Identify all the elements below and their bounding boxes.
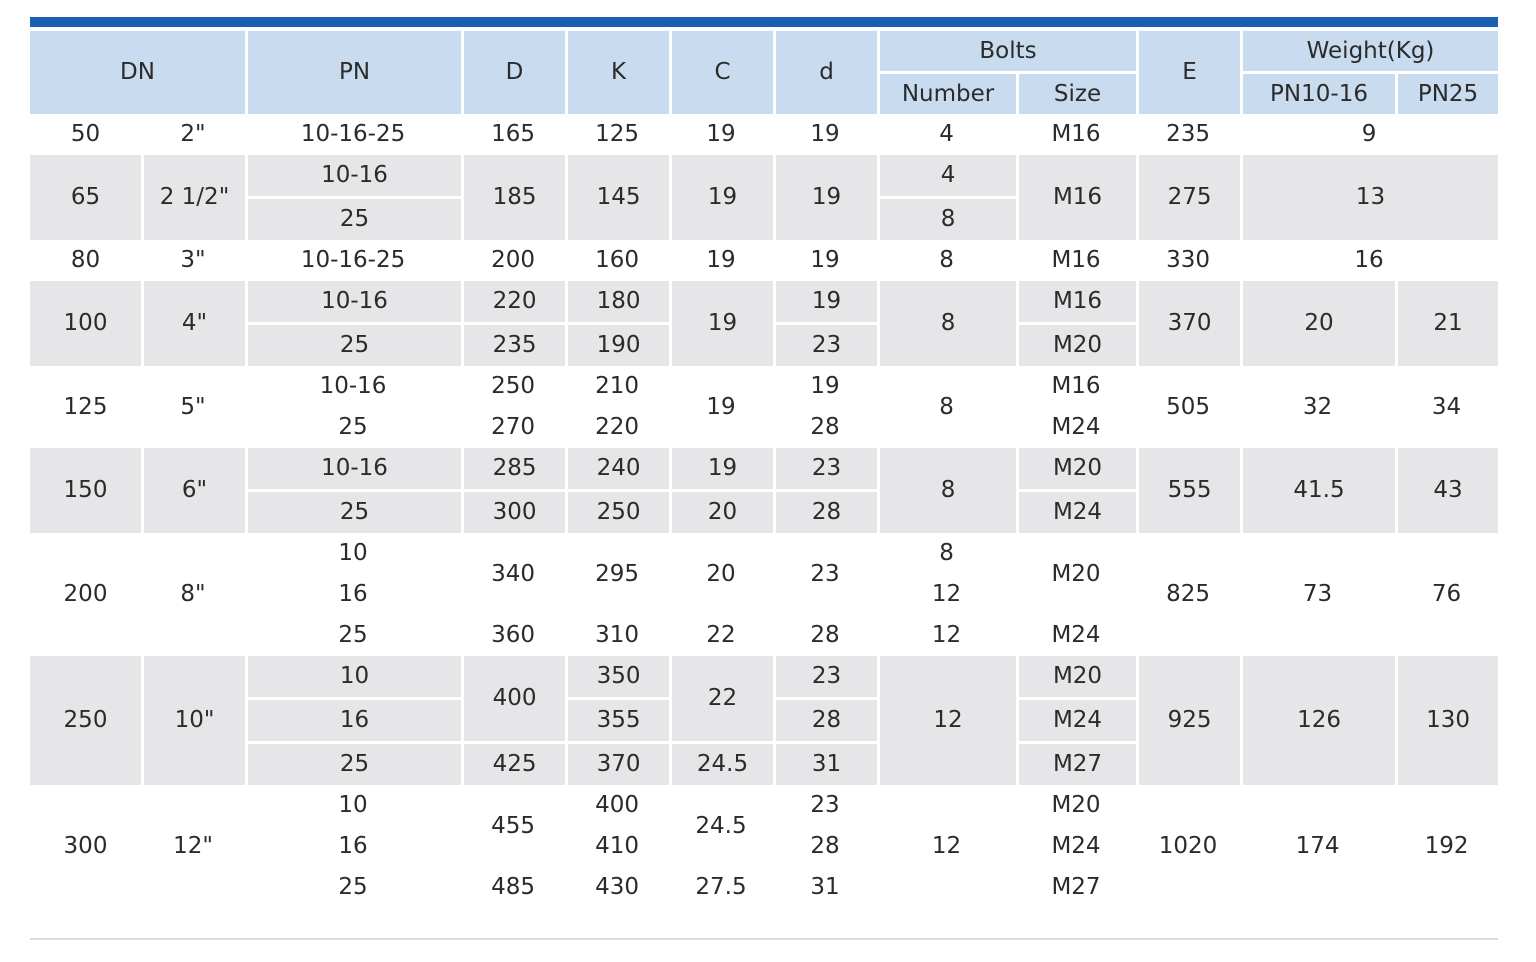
cell-pn: 10 [245, 656, 461, 700]
cell-pn: 10-16 [245, 366, 461, 407]
cell-pn: 10-16-25 [245, 114, 461, 155]
cell-weight-pn10-16: 41.5 [1240, 448, 1395, 533]
cell-weight-pn25: 43 [1395, 448, 1498, 533]
cell-c: 22 [669, 615, 773, 656]
cell-inch: 6" [141, 448, 245, 533]
cell-d-hole: 23 [773, 533, 877, 615]
cell-pn: 10-16 [245, 448, 461, 492]
table-row [30, 448, 1498, 492]
cell-dn: 50 [30, 114, 141, 155]
cell-e: 275 [1136, 155, 1240, 240]
cell-k: 410 [565, 826, 669, 867]
header-bolts-size: Size [1016, 74, 1136, 114]
cell-d-outer: 425 [461, 744, 565, 785]
cell-pn: 25 [245, 492, 461, 533]
cell-k: 240 [565, 448, 669, 492]
cell-dn: 100 [30, 281, 141, 366]
cell-bolts-number: 12 [877, 656, 1016, 785]
cell-bolts-number: 8 [877, 240, 1016, 281]
cell-weight-pn25: 21 [1395, 281, 1498, 366]
cell-d-hole: 28 [773, 700, 877, 744]
cell-bolts-size: M20 [1016, 448, 1136, 492]
table-row [30, 366, 1498, 407]
cell-bolts-size: M20 [1016, 325, 1136, 366]
table-row [30, 240, 1498, 281]
cell-pn: 25 [245, 407, 461, 448]
cell-dn: 250 [30, 656, 141, 785]
cell-c: 19 [669, 155, 773, 240]
cell-k: 190 [565, 325, 669, 366]
cell-dn: 125 [30, 366, 141, 448]
cell-bolts-number: 4 [877, 114, 1016, 155]
cell-k: 430 [565, 867, 669, 908]
table-row [30, 114, 1498, 155]
cell-c: 20 [669, 533, 773, 615]
cell-bolts-number: 8 [877, 199, 1016, 240]
cell-d-outer: 185 [461, 155, 565, 240]
header-dn: DN [30, 31, 245, 114]
cell-k: 295 [565, 533, 669, 615]
cell-inch: 4" [141, 281, 245, 366]
table-row [30, 281, 1498, 325]
cell-inch: 5" [141, 366, 245, 448]
cell-inch: 2 1/2" [141, 155, 245, 240]
bottom-divider [30, 938, 1498, 940]
cell-bolts-size: M20 [1016, 533, 1136, 615]
cell-pn: 25 [245, 199, 461, 240]
header-d-outer: D [461, 31, 565, 114]
cell-c: 27.5 [669, 867, 773, 908]
cell-d-outer: 270 [461, 407, 565, 448]
cell-d-outer: 200 [461, 240, 565, 281]
flange-dimension-table [30, 31, 1498, 908]
cell-bolts-size: M24 [1016, 407, 1136, 448]
cell-weight-pn10-16: 73 [1240, 533, 1395, 656]
cell-e: 1020 [1136, 785, 1240, 908]
cell-d-hole: 23 [773, 656, 877, 700]
cell-k: 250 [565, 492, 669, 533]
table-row [30, 785, 1498, 826]
cell-pn: 10-16 [245, 155, 461, 199]
cell-k: 355 [565, 700, 669, 744]
cell-pn: 16 [245, 700, 461, 744]
header-bolts: Bolts [877, 31, 1136, 74]
cell-d-outer: 220 [461, 281, 565, 325]
cell-inch: 3" [141, 240, 245, 281]
cell-d-hole: 28 [773, 407, 877, 448]
cell-d-outer: 455 [461, 785, 565, 867]
cell-d-hole: 28 [773, 615, 877, 656]
cell-inch: 2" [141, 114, 245, 155]
cell-d-outer: 285 [461, 448, 565, 492]
cell-d-outer: 165 [461, 114, 565, 155]
cell-bolts-number: 8 [877, 533, 1016, 574]
cell-e: 235 [1136, 114, 1240, 155]
table-row [30, 656, 1498, 700]
header-pn: PN [245, 31, 461, 114]
cell-inch: 12" [141, 785, 245, 908]
cell-pn: 10 [245, 533, 461, 574]
cell-bolts-size: M16 [1016, 366, 1136, 407]
cell-bolts-number: 8 [877, 366, 1016, 448]
cell-bolts-size: M27 [1016, 744, 1136, 785]
cell-bolts-size: M24 [1016, 826, 1136, 867]
header-weight-pn10-16: PN10-16 [1240, 74, 1395, 114]
cell-bolts-number: 12 [877, 615, 1016, 656]
cell-d-outer: 485 [461, 867, 565, 908]
cell-bolts-size: M20 [1016, 656, 1136, 700]
header-weight-pn25: PN25 [1395, 74, 1498, 114]
cell-c: 19 [669, 366, 773, 448]
cell-pn: 25 [245, 325, 461, 366]
cell-weight: 13 [1240, 155, 1498, 240]
cell-bolts-size: M20 [1016, 785, 1136, 826]
cell-inch: 8" [141, 533, 245, 656]
cell-weight-pn25: 130 [1395, 656, 1498, 785]
cell-bolts-size: M27 [1016, 867, 1136, 908]
cell-e: 330 [1136, 240, 1240, 281]
cell-c: 19 [669, 448, 773, 492]
cell-bolts-number: 8 [877, 281, 1016, 366]
table-body [30, 114, 1498, 908]
cell-weight-pn10-16: 174 [1240, 785, 1395, 908]
header-c: C [669, 31, 773, 114]
cell-pn: 10 [245, 785, 461, 826]
cell-c: 19 [669, 281, 773, 366]
cell-pn: 25 [245, 744, 461, 785]
cell-pn: 25 [245, 615, 461, 656]
cell-d-outer: 400 [461, 656, 565, 744]
cell-d-outer: 250 [461, 366, 565, 407]
cell-weight-pn25: 34 [1395, 366, 1498, 448]
cell-d-hole: 31 [773, 744, 877, 785]
cell-d-hole: 23 [773, 785, 877, 826]
cell-bolts-size: M16 [1016, 240, 1136, 281]
cell-k: 400 [565, 785, 669, 826]
cell-bolts-number: 12 [877, 785, 1016, 908]
cell-bolts-size: M16 [1016, 281, 1136, 325]
cell-d-hole: 19 [773, 155, 877, 240]
cell-d-outer: 300 [461, 492, 565, 533]
cell-e: 370 [1136, 281, 1240, 366]
header-e: E [1136, 31, 1240, 114]
cell-dn: 300 [30, 785, 141, 908]
cell-d-hole: 19 [773, 366, 877, 407]
cell-k: 125 [565, 114, 669, 155]
cell-bolts-number: 8 [877, 448, 1016, 533]
cell-pn: 10-16-25 [245, 240, 461, 281]
cell-dn: 150 [30, 448, 141, 533]
cell-d-outer: 340 [461, 533, 565, 615]
cell-c: 24.5 [669, 785, 773, 867]
cell-k: 145 [565, 155, 669, 240]
cell-pn: 16 [245, 574, 461, 615]
cell-weight-pn25: 192 [1395, 785, 1498, 908]
cell-c: 19 [669, 114, 773, 155]
cell-d-hole: 19 [773, 114, 877, 155]
cell-e: 555 [1136, 448, 1240, 533]
cell-d-outer: 235 [461, 325, 565, 366]
cell-d-hole: 19 [773, 281, 877, 325]
cell-d-hole: 31 [773, 867, 877, 908]
cell-bolts-number: 12 [877, 574, 1016, 615]
cell-k: 220 [565, 407, 669, 448]
cell-e: 825 [1136, 533, 1240, 656]
cell-k: 210 [565, 366, 669, 407]
cell-weight: 16 [1240, 240, 1498, 281]
cell-pn: 16 [245, 826, 461, 867]
table-row [30, 533, 1498, 574]
cell-k: 310 [565, 615, 669, 656]
cell-k: 370 [565, 744, 669, 785]
header-bolts-number: Number [877, 74, 1016, 114]
cell-pn: 25 [245, 867, 461, 908]
cell-d-hole: 28 [773, 492, 877, 533]
cell-bolts-number: 4 [877, 155, 1016, 199]
cell-bolts-size: M24 [1016, 492, 1136, 533]
cell-d-outer: 360 [461, 615, 565, 656]
header-d-hole: d [773, 31, 877, 114]
cell-bolts-size: M16 [1016, 114, 1136, 155]
cell-dn: 65 [30, 155, 141, 240]
table-row [30, 155, 1498, 199]
cell-weight-pn10-16: 126 [1240, 656, 1395, 785]
cell-bolts-size: M16 [1016, 155, 1136, 240]
cell-d-hole: 19 [773, 240, 877, 281]
table-header [30, 31, 1498, 114]
cell-weight-pn25: 76 [1395, 533, 1498, 656]
cell-c: 24.5 [669, 744, 773, 785]
cell-bolts-size: M24 [1016, 700, 1136, 744]
cell-d-hole: 23 [773, 448, 877, 492]
cell-weight-pn10-16: 32 [1240, 366, 1395, 448]
cell-c: 22 [669, 656, 773, 744]
header-k: K [565, 31, 669, 114]
cell-k: 160 [565, 240, 669, 281]
cell-weight: 9 [1240, 114, 1498, 155]
cell-weight-pn10-16: 20 [1240, 281, 1395, 366]
header-weight: Weight(Kg) [1240, 31, 1498, 74]
cell-e: 925 [1136, 656, 1240, 785]
cell-c: 19 [669, 240, 773, 281]
cell-k: 350 [565, 656, 669, 700]
cell-bolts-size: M24 [1016, 615, 1136, 656]
top-accent-bar [30, 17, 1498, 27]
cell-d-hole: 28 [773, 826, 877, 867]
cell-pn: 10-16 [245, 281, 461, 325]
cell-inch: 10" [141, 656, 245, 785]
cell-e: 505 [1136, 366, 1240, 448]
cell-d-hole: 23 [773, 325, 877, 366]
cell-k: 180 [565, 281, 669, 325]
cell-dn: 80 [30, 240, 141, 281]
cell-dn: 200 [30, 533, 141, 656]
cell-c: 20 [669, 492, 773, 533]
